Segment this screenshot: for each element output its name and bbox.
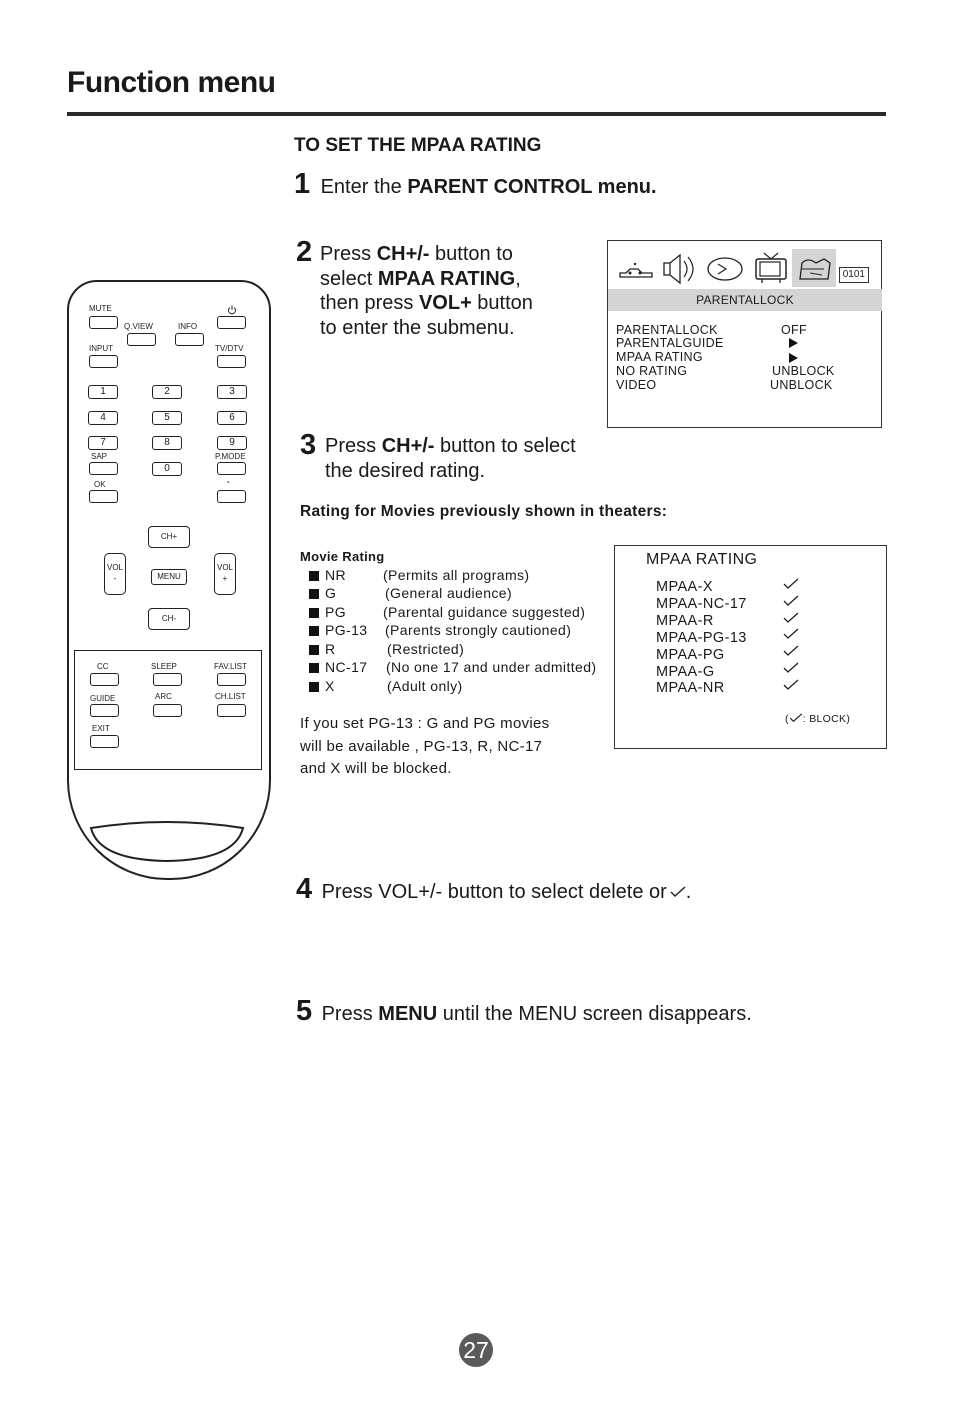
chlist-button[interactable] — [217, 704, 246, 717]
step-2-line-3 — [320, 291, 600, 316]
cc-label: CC — [97, 662, 109, 671]
ch-up-button[interactable]: CH+ — [148, 526, 190, 548]
check-icon — [783, 595, 799, 607]
osd-parental-lock-screen — [607, 240, 882, 428]
rating-description: (No one 17 and under admitted) — [386, 659, 597, 675]
mute-button[interactable] — [89, 316, 118, 329]
mpaa-row-label: MPAA-PG — [656, 647, 725, 663]
rating-description: (Restricted) — [387, 641, 465, 657]
sap-label: SAP — [91, 452, 108, 461]
submenu-arrow-icon — [789, 353, 798, 363]
step-text — [321, 176, 657, 198]
note-line: will be available , PG-13, R, NC-17 — [300, 737, 543, 755]
osd-row-value: UNBLOCK — [770, 378, 833, 392]
power-button[interactable] — [217, 316, 246, 329]
osd-row-label: PARENTALGUIDE — [616, 336, 724, 350]
favlist-button[interactable] — [217, 673, 246, 686]
step-text-part: button to select — [434, 435, 576, 457]
bullet-square — [309, 589, 319, 599]
arc-label: ARC — [155, 692, 172, 701]
ok-label: OK — [94, 480, 106, 489]
info-button[interactable] — [175, 333, 204, 346]
osd-row-label: MPAA RATING — [616, 350, 703, 364]
step-text-part: Press VOL+/- button to select delete or — [321, 881, 667, 903]
step-text-part: Press — [325, 435, 382, 457]
digit-3-button[interactable]: 3 — [217, 385, 247, 399]
osd-menu-icons — [614, 249, 876, 289]
digit-6-button[interactable]: 6 — [217, 411, 247, 425]
rating-description: (Adult only) — [387, 678, 463, 694]
pmode-label: P.MODE — [215, 452, 246, 461]
tvdtv-label: TV/DTV — [215, 344, 244, 353]
remote-bottom-grip — [87, 820, 247, 865]
step-keyword: CH+/- — [376, 243, 430, 265]
check-icon — [783, 628, 799, 640]
rating-code: PG-13 — [325, 622, 368, 638]
ch-down-button[interactable]: CH- — [148, 608, 190, 630]
power-icon — [227, 305, 237, 315]
vol-down-sign: - — [113, 574, 117, 583]
vol-up-sign: + — [222, 574, 228, 583]
digit-0-button[interactable]: 0 — [152, 462, 182, 476]
rating-note — [300, 713, 620, 781]
remote-function-panel — [74, 650, 262, 770]
rating-code: PG — [325, 604, 347, 620]
note-line: and X will be blocked. — [300, 760, 452, 777]
step-1 — [294, 168, 657, 201]
chlist-label: CH.LIST — [215, 692, 246, 701]
step-text — [322, 881, 692, 903]
sleep-label: SLEEP — [151, 662, 177, 671]
qview-label: Q.VIEW — [124, 322, 153, 331]
page-title: Function menu — [67, 66, 276, 99]
step-3-line-2: the desired rating. — [325, 459, 486, 482]
dash-button[interactable] — [217, 490, 246, 503]
digit-1-button[interactable]: 1 — [88, 385, 118, 399]
note-line: If you set PG-13 : G and PG movies — [300, 715, 550, 732]
step-text — [322, 1003, 752, 1025]
remote-control — [67, 280, 271, 880]
mpaa-row-label: MPAA-PG-13 — [656, 630, 747, 646]
menu-button[interactable]: MENU — [151, 569, 187, 585]
osd-row-label: VIDEO — [616, 378, 657, 392]
title-rule — [67, 112, 886, 116]
legend-text: : BLOCK) — [802, 713, 851, 725]
step-text-part: select — [320, 267, 378, 290]
digit-9-button[interactable]: 9 — [217, 436, 247, 450]
step-text-part: Enter the — [320, 176, 408, 198]
block-legend — [785, 713, 850, 725]
step-text-part: , — [515, 267, 521, 290]
step-keyword: CH+/- — [381, 435, 435, 457]
check-icon — [783, 612, 799, 624]
picture-icon — [616, 249, 658, 287]
step-5 — [296, 995, 752, 1028]
digit-8-button[interactable]: 8 — [152, 436, 182, 450]
rating-description: (Parents strongly cautioned) — [385, 622, 572, 638]
step-keyword: PARENT CONTROL menu. — [407, 176, 657, 198]
step-keyword: VOL+ — [418, 292, 472, 314]
page-number: 27 — [459, 1333, 493, 1367]
rating-code: X — [325, 678, 335, 694]
guide-label: GUIDE — [90, 694, 116, 703]
rating-code: NR — [325, 567, 347, 583]
step-text-part: until the MENU screen disappears. — [437, 1003, 752, 1025]
vol-down-button[interactable] — [104, 553, 126, 595]
digit-2-button[interactable]: 2 — [152, 385, 182, 399]
step-keyword: MENU — [378, 1003, 438, 1025]
vol-up-label: VOL — [216, 563, 233, 572]
channel-code: 0101 — [839, 267, 869, 283]
rating-heading: Rating for Movies previously shown in theaters: — [300, 503, 668, 520]
dash-label: - — [227, 477, 230, 486]
movie-rating-heading: Movie Rating — [300, 549, 385, 564]
favlist-label: FAV.LIST — [214, 662, 247, 671]
check-icon — [783, 645, 799, 657]
section-title: TO SET THE MPAA RATING — [294, 135, 542, 156]
osd-row-label: NO RATING — [616, 364, 688, 378]
bullet-square — [309, 608, 319, 618]
vol-up-button[interactable] — [214, 553, 236, 595]
info-label: INFO — [178, 322, 198, 331]
bullet-square — [309, 663, 319, 673]
qview-button[interactable] — [127, 333, 156, 346]
check-icon — [783, 578, 799, 590]
rating-description: (Parental guidance suggested) — [383, 604, 586, 620]
digit-5-button[interactable]: 5 — [152, 411, 182, 425]
sleep-button[interactable] — [153, 673, 182, 686]
step-2-number: 2 — [296, 236, 313, 268]
check-icon — [783, 679, 799, 691]
osd-row-value: UNBLOCK — [772, 364, 835, 378]
mpaa-row-label: MPAA-G — [656, 664, 715, 680]
tv-setup-icon — [750, 249, 792, 287]
bullet-square — [309, 682, 319, 692]
step-3-text — [325, 434, 625, 483]
exit-button[interactable] — [90, 735, 119, 748]
osd-mpaa-rating-screen — [614, 545, 887, 749]
check-icon — [670, 886, 686, 898]
step-text-part: button to — [429, 243, 513, 265]
step-keyword: MPAA RATING — [377, 267, 516, 290]
mpaa-row-label: MPAA-NC-17 — [656, 596, 747, 612]
check-icon — [783, 662, 799, 674]
mpaa-row-label: MPAA-X — [656, 579, 713, 595]
parental-lock-icon — [794, 249, 836, 287]
submenu-arrow-icon — [789, 338, 798, 348]
step-number: 5 — [296, 995, 313, 1027]
digit-4-button[interactable]: 4 — [88, 411, 118, 425]
guide-button[interactable] — [90, 704, 119, 717]
step-text-part: . — [685, 881, 692, 903]
rating-description: (General audience) — [385, 585, 513, 601]
step-text-part: button — [471, 292, 533, 314]
sap-button[interactable] — [89, 462, 118, 475]
step-text-part: then press — [320, 292, 419, 314]
step-text-part: Press — [320, 243, 377, 265]
mpaa-row-label: MPAA-R — [656, 613, 714, 629]
sound-icon — [660, 249, 702, 287]
osd-menu-title-bar: PARENTALLOCK — [608, 289, 882, 311]
rating-code: NC-17 — [325, 659, 368, 675]
step-number: 4 — [296, 873, 313, 905]
input-label: INPUT — [89, 344, 113, 353]
tvdtv-button[interactable] — [217, 355, 246, 368]
step-text-part: Press — [321, 1003, 379, 1025]
step-2-line-2 — [320, 267, 600, 292]
rating-code: R — [325, 641, 336, 657]
mpaa-screen-title: MPAA RATING — [646, 551, 758, 568]
step-4 — [296, 873, 691, 906]
cc-button[interactable] — [90, 673, 119, 686]
digit-7-button[interactable]: 7 — [88, 436, 118, 450]
ok-button[interactable] — [89, 490, 118, 503]
step-2-line-4: to enter the submenu. — [320, 316, 515, 339]
step-2-line-1 — [320, 242, 600, 267]
osd-row-value: OFF — [781, 323, 807, 337]
rating-description: (Permits all programs) — [383, 567, 530, 583]
rating-code: G — [325, 585, 337, 601]
bullet-square — [309, 626, 319, 636]
vol-down-label: VOL — [106, 563, 123, 572]
exit-label: EXIT — [92, 724, 110, 733]
step-3-number: 3 — [300, 429, 317, 461]
legend-paren: ( — [785, 713, 789, 725]
pmode-button[interactable] — [217, 462, 246, 475]
bullet-square — [309, 645, 319, 655]
osd-row-label: PARENTALLOCK — [616, 323, 718, 337]
time-icon — [704, 249, 746, 287]
bullet-square — [309, 571, 319, 581]
check-icon — [789, 713, 803, 723]
mpaa-row-label: MPAA-NR — [656, 680, 725, 696]
input-button[interactable] — [89, 355, 118, 368]
step-2-text — [320, 242, 600, 340]
step-number: 1 — [294, 168, 311, 200]
arc-button[interactable] — [153, 704, 182, 717]
step-3-line-1 — [325, 434, 625, 459]
mute-label: MUTE — [89, 304, 112, 313]
